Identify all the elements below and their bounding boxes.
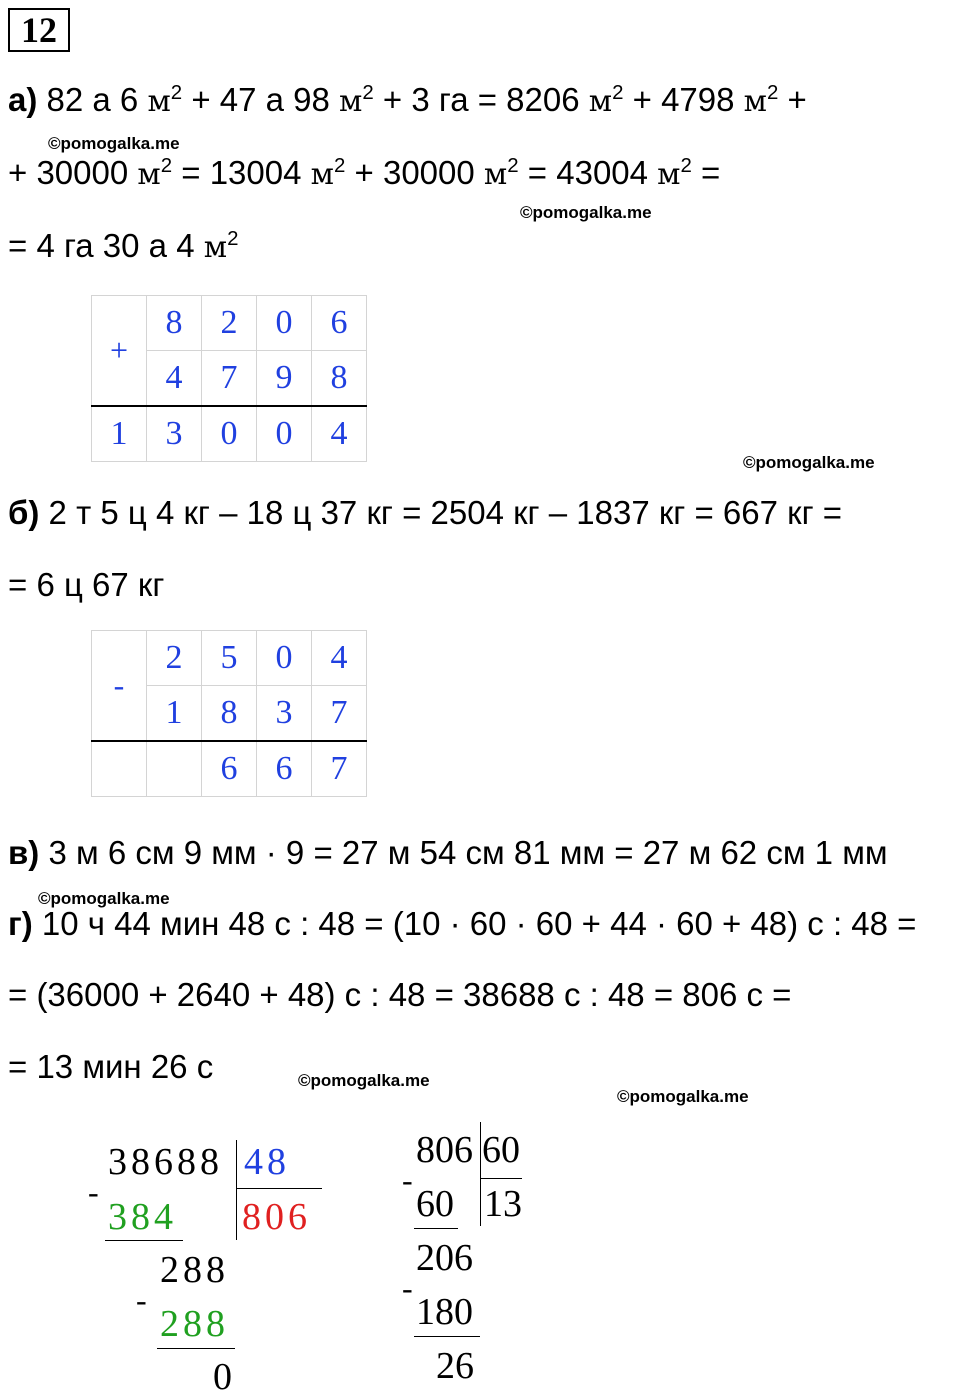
watermark: ©pomogalka.me bbox=[48, 134, 180, 153]
digit: 6 bbox=[257, 741, 312, 797]
digit: 6 bbox=[202, 741, 257, 797]
underline bbox=[105, 1240, 183, 1241]
task-number: 12 bbox=[8, 8, 70, 52]
minus-sign: - bbox=[92, 631, 147, 742]
digit: 0 bbox=[257, 406, 312, 462]
subtrahend-1: 60 bbox=[416, 1183, 454, 1225]
digit: 1 bbox=[92, 406, 147, 462]
division-bracket-vertical bbox=[480, 1122, 481, 1226]
part-g-label: г) bbox=[8, 905, 33, 942]
digit: 8 bbox=[312, 351, 367, 407]
underline bbox=[414, 1228, 458, 1229]
part-b-line-1: б) 2 т 5 ц 4 кг – 18 ц 37 кг = 2504 кг – 1837 кг = 667 кг = bbox=[8, 494, 843, 531]
digit: 4 bbox=[312, 406, 367, 462]
watermark: ©pomogalka.me bbox=[617, 1087, 749, 1106]
watermark: ©pomogalka.me bbox=[743, 453, 875, 472]
part-a-label: а) bbox=[8, 81, 38, 118]
digit: 2 bbox=[202, 296, 257, 351]
digit: 6 bbox=[312, 296, 367, 351]
part-v-label: в) bbox=[8, 834, 40, 871]
division-bracket-horizontal bbox=[480, 1178, 522, 1179]
division-bracket-vertical bbox=[236, 1140, 237, 1240]
minus-sign: - bbox=[136, 1282, 147, 1318]
watermark: ©pomogalka.me bbox=[38, 889, 170, 908]
digit: 8 bbox=[202, 686, 257, 742]
plus-sign: + bbox=[92, 296, 147, 407]
minus-sign: - bbox=[402, 1270, 413, 1306]
minus-sign: - bbox=[88, 1174, 99, 1210]
digit: 5 bbox=[202, 631, 257, 686]
divisor: 60 bbox=[482, 1129, 520, 1171]
remainder-1: 206 bbox=[416, 1237, 473, 1279]
digit: 0 bbox=[202, 406, 257, 462]
watermark: ©pomogalka.me bbox=[298, 1071, 430, 1090]
subtraction-grid bbox=[91, 630, 367, 797]
subtrahend-1: 384 bbox=[108, 1196, 177, 1238]
division-bracket-horizontal bbox=[236, 1188, 322, 1189]
subtrahend-2: 288 bbox=[160, 1303, 229, 1345]
digit: 7 bbox=[312, 741, 367, 797]
underline bbox=[414, 1336, 480, 1337]
digit: 0 bbox=[257, 631, 312, 686]
part-b-line-2: = 6 ц 67 кг bbox=[8, 566, 165, 603]
part-v-line-1: в) 3 м 6 см 9 мм · 9 = 27 м 54 см 81 мм = 27 м 62 см 1 мм bbox=[8, 834, 888, 871]
digit: 4 bbox=[147, 351, 202, 407]
minus-sign: - bbox=[402, 1162, 413, 1198]
digit: 1 bbox=[147, 686, 202, 742]
part-g-line-3: = 13 мин 26 с bbox=[8, 1048, 214, 1085]
digit: 7 bbox=[202, 351, 257, 407]
underline bbox=[157, 1348, 235, 1349]
part-g-line-1: г) 10 ч 44 мин 48 с : 48 = (10 · 60 · 60 + 44 · 60 + 48) с : 48 = bbox=[8, 905, 917, 942]
dividend: 806 bbox=[416, 1129, 473, 1171]
digit bbox=[92, 741, 147, 797]
dividend: 38688 bbox=[108, 1141, 223, 1183]
digit: 2 bbox=[147, 631, 202, 686]
digit: 3 bbox=[257, 686, 312, 742]
divisor: 48 bbox=[244, 1141, 290, 1183]
quotient: 806 bbox=[242, 1196, 311, 1238]
watermark: ©pomogalka.me bbox=[520, 203, 652, 222]
subtrahend-2: 180 bbox=[416, 1291, 473, 1333]
digit: 9 bbox=[257, 351, 312, 407]
part-a-line-2: + 30000 $м^2 = 13004$ $м^2 + 30000$ $м^2 = 43004$ $м^2$ = bbox=[8, 154, 721, 192]
remainder-1: 288 bbox=[160, 1249, 229, 1291]
part-a-line-3: = 4 га 30 а 4 $м^2$ bbox=[8, 227, 239, 265]
quotient: 13 bbox=[484, 1183, 522, 1225]
digit bbox=[147, 741, 202, 797]
digit: 0 bbox=[257, 296, 312, 351]
digit: 8 bbox=[147, 296, 202, 351]
remainder-2: 26 bbox=[436, 1345, 474, 1387]
part-b-label: б) bbox=[8, 494, 40, 531]
part-g-line-2: = (36000 + 2640 + 48) с : 48 = 38688 с : 48 = 806 с = bbox=[8, 976, 792, 1013]
addition-grid bbox=[91, 295, 367, 462]
remainder-2: 0 bbox=[213, 1356, 236, 1398]
part-a-line-1: а) 82 а 6 $м^2 + 47$ а 98 $м^2 + 3$ га = 8206 $м^2 + 4798$ $м^2$ + bbox=[8, 81, 807, 119]
digit: 7 bbox=[312, 686, 367, 742]
digit: 3 bbox=[147, 406, 202, 462]
digit: 4 bbox=[312, 631, 367, 686]
